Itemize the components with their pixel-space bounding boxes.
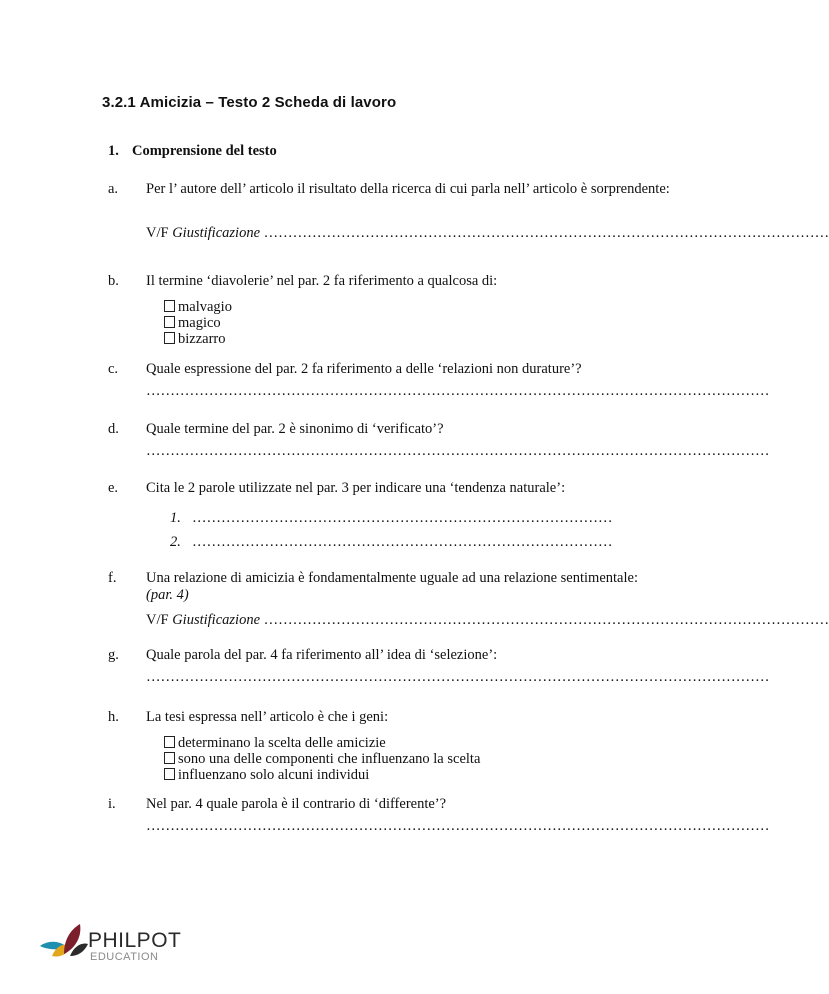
page-title: 3.2.1 Amicizia – Testo 2 Scheda di lavoro <box>102 94 397 111</box>
question-e <box>108 480 691 497</box>
question-letter: b. <box>108 273 119 289</box>
section-label: Comprensione del testo <box>132 143 277 159</box>
checkbox[interactable] <box>164 736 175 748</box>
checkbox[interactable] <box>164 752 175 764</box>
question-letter: c. <box>108 361 119 377</box>
question-h <box>108 709 691 726</box>
option-determinano[interactable]: determinano la scelta delle amicizie <box>164 735 386 752</box>
answer-line-f[interactable] <box>146 612 829 629</box>
answer-dots: ……………………………………………………………………………………………………… <box>263 225 829 241</box>
question-text: Nel par. 4 quale parola è il contrario di ‘differente’? <box>146 796 447 812</box>
checkbox[interactable] <box>164 768 175 780</box>
question-letter: a. <box>108 181 119 197</box>
true-false-label: V/F <box>146 225 169 241</box>
question-text: Quale parola del par. 4 fa riferimento all’ idea di ‘selezione’: <box>146 647 498 663</box>
section-number: 1. <box>108 143 119 159</box>
question-i <box>108 796 691 813</box>
answer-line-d[interactable]: ………………………………………………………………………………………………………………… <box>146 443 770 459</box>
answer-line-g[interactable]: ………………………………………………………………………………………………………………… <box>146 669 770 685</box>
question-letter: d. <box>108 421 119 437</box>
question-text: Cita le 2 parole utilizzate nel par. 3 per indicare una ‘tendenza naturale’: <box>146 480 566 496</box>
section-heading <box>108 143 277 160</box>
question-letter: i. <box>108 796 116 812</box>
justification-label: Giustificazione <box>172 612 261 628</box>
option-malvagio[interactable]: malvagio <box>164 299 232 316</box>
question-c <box>108 361 691 378</box>
paragraph-ref: (par. 4) <box>146 587 189 603</box>
answer-line-a[interactable] <box>146 225 829 242</box>
answer-line-i[interactable]: ………………………………………………………………………………………………………………… <box>146 818 770 834</box>
option-bizzarro[interactable]: bizzarro <box>164 331 226 348</box>
option-magico[interactable]: magico <box>164 315 221 332</box>
question-text: Quale termine del par. 2 è sinonimo di ‘verificato’? <box>146 421 444 437</box>
option-componenti[interactable]: sono una delle componenti che influenzano la scelta <box>164 751 480 768</box>
question-letter: h. <box>108 709 119 725</box>
question-text: Per l’ autore dell’ articolo il risultato della ricerca di cui parla nell’ articolo è sorprendente: <box>146 181 670 197</box>
question-text: La tesi espressa nell’ articolo è che i geni: <box>146 709 389 725</box>
question-text: Una relazione di amicizia è fondamentalmente uguale ad una relazione sentimentale: <box>146 570 638 586</box>
question-b <box>108 273 691 290</box>
answer-line-e2[interactable]: 2. …………………………………………………………………………… <box>170 534 613 550</box>
checkbox[interactable] <box>164 316 175 328</box>
checkbox[interactable] <box>164 332 175 344</box>
question-letter: f. <box>108 570 117 586</box>
logo-name: PHILPOT <box>88 929 182 952</box>
answer-line-e1[interactable]: 1. …………………………………………………………………………… <box>170 510 613 526</box>
logo-subtitle: EDUCATION <box>90 951 159 963</box>
checkbox[interactable] <box>164 300 175 312</box>
option-alcuni-individui[interactable]: influenzano solo alcuni individui <box>164 767 369 784</box>
question-text: Il termine ‘diavolerie’ nel par. 2 fa riferimento a qualcosa di: <box>146 273 498 289</box>
question-g <box>108 647 691 664</box>
true-false-label: V/F <box>146 612 169 628</box>
question-text: Quale espressione del par. 2 fa riferimento a delle ‘relazioni non durature’? <box>146 361 582 377</box>
answer-dots: ……………………………………………………………………………………………………… <box>263 612 829 628</box>
question-d <box>108 421 691 438</box>
justification-label: Giustificazione <box>172 225 261 241</box>
question-f <box>108 570 691 604</box>
question-letter: g. <box>108 647 119 663</box>
question-letter: e. <box>108 480 119 496</box>
answer-line-c[interactable]: ………………………………………………………………………………………………………………… <box>146 383 770 399</box>
question-a <box>108 181 691 198</box>
